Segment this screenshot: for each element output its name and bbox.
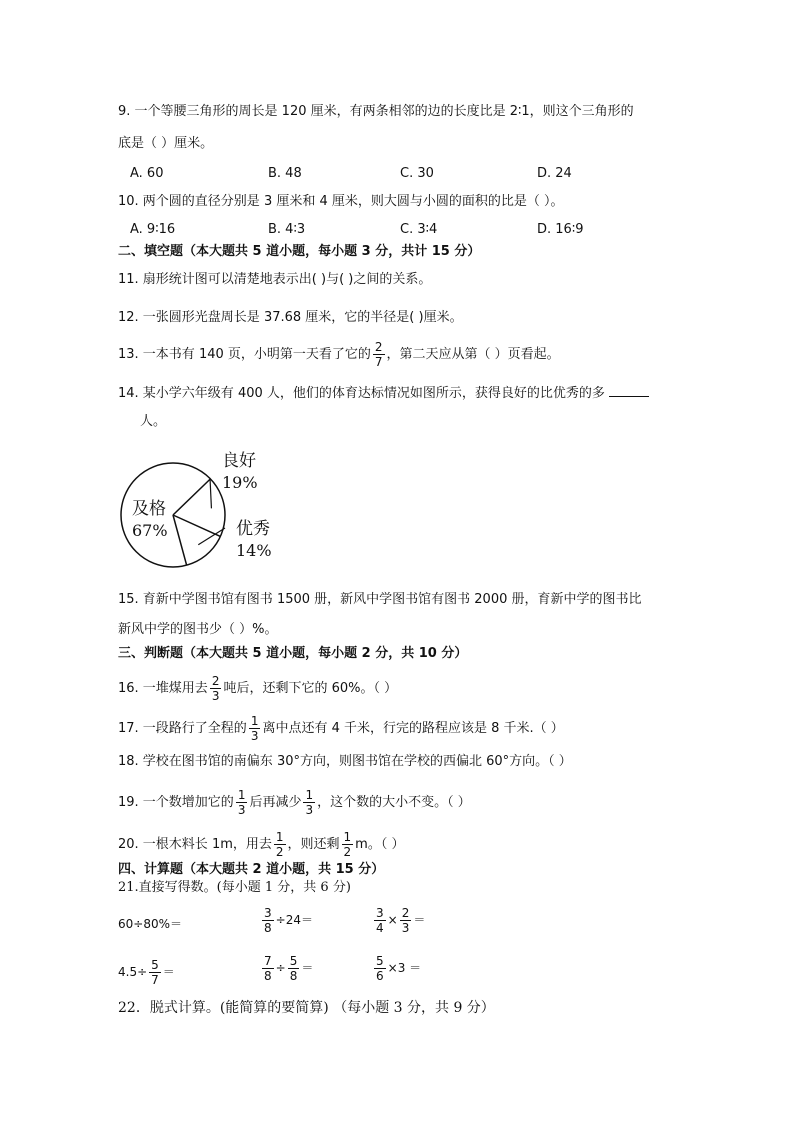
pie-value-label-3: 67% — [132, 521, 168, 540]
q10-line: 10. 两个圆的直径分别是 3 厘米和 4 厘米，则大圆与小圆的面积的比是（ ）。 — [118, 194, 564, 209]
pie-leader-1 — [210, 478, 211, 508]
q21-expr-4: 4.5÷ $\frac{5}{7}$ ＝ — [118, 958, 175, 987]
q9-line1: 9. 一个等腰三角形的周长是 120 厘米，有两条相邻的边的长度比是 2∶1，则这个三角形的 — [118, 104, 634, 119]
q10-option-b: B. 4∶3 — [268, 222, 306, 237]
section4-heading: 四、计算题（本大题共 2 道小题，共 15 分） — [118, 862, 385, 877]
q21-expr-2: $\frac{3}{8}$ ÷24＝ — [264, 906, 313, 935]
q21-expr-3: $\frac{3}{4}$ × $\frac{2}{3}$ ＝ — [376, 906, 426, 935]
q21-expr-6: $\frac{5}{6}$ ×3 ＝ — [376, 954, 422, 983]
q20-fraction-2: $\frac{1}{2}$ — [343, 830, 352, 859]
q9-option-a: A. 60 — [130, 166, 164, 181]
pie-value-label-2: 14% — [236, 541, 272, 560]
q19-fraction-2: $\frac{1}{3}$ — [305, 788, 314, 817]
pie-divider-2 — [173, 515, 220, 536]
q9-option-d: D. 24 — [537, 166, 572, 181]
q21-expr-5: $\frac{7}{8}$ ÷ $\frac{5}{8}$ ＝ — [264, 954, 314, 983]
q14-blank — [609, 384, 649, 397]
pie-value-label-1: 19% — [222, 473, 258, 492]
q11: 11. 扇形统计图可以清楚地表示出( )与( )之间的关系。 — [118, 272, 432, 287]
pie-label-1: 良好 — [222, 451, 256, 471]
q20-fraction-1: $\frac{1}{2}$ — [275, 830, 284, 859]
q13-fraction: $\frac{2}{7}$ — [374, 340, 383, 369]
pie-label-2: 优秀 — [236, 519, 270, 539]
q9-line2: 底是（ ）厘米。 — [118, 136, 214, 151]
q21-title: 21.直接写得数。(每小题 1 分，共 6 分) — [118, 880, 351, 895]
q15-line2: 新风中学的图书少（ ）%。 — [118, 622, 278, 637]
section3-heading: 三、判断题（本大题共 5 道小题，每小题 2 分，共 10 分） — [118, 646, 468, 661]
q21-expr-1: 60÷80%＝ — [118, 917, 182, 931]
q18: 18. 学校在图书馆的南偏东 30°方向，则图书馆在学校的西偏北 60°方向。（ ） — [118, 754, 572, 769]
q15-line1: 15. 育新中学图书馆有图书 1500 册，新风中学图书馆有图书 2000 册，育新中学的图书比 — [118, 592, 642, 607]
q17: 17. 一段路行了全程的 $\frac{1}{3}$ 离中点还有 4 千米，行完的路程应该是 8 千米.（ ） — [118, 714, 564, 743]
pie-chart — [110, 440, 310, 590]
q10-option-a: A. 9∶16 — [130, 222, 176, 237]
q16: 16. 一堆煤用去 $\frac{2}{3}$ 吨后，还剩下它的 60%。（ ） — [118, 674, 398, 703]
q10-option-d: D. 16∶9 — [537, 222, 584, 237]
q14-line1: 14. 某小学六年级有 400 人，他们的体育达标情况如图所示，获得良好的比优秀的多 — [118, 384, 649, 404]
q9-option-b: B. 48 — [268, 166, 302, 181]
pie-label-3: 及格 — [132, 499, 166, 519]
q19: 19. 一个数增加它的 $\frac{1}{3}$ 后再减少 $\frac{1}{3}$ ，这个数的大小不变。（ ） — [118, 788, 471, 817]
q13: 13. 一本书有 140 页，小明第一天看了它的 $\frac{2}{7}$ ，第二天应从第（ ）页看起。 — [118, 340, 560, 369]
q9-option-c: C. 30 — [400, 166, 434, 181]
q12: 12. 一张圆形光盘周长是 37.68 厘米，它的半径是( )厘米。 — [118, 310, 463, 325]
q20: 20. 一根木料长 1m，用去 $\frac{1}{2}$ ，则还剩 $\frac{1}{2}$ m。（ ） — [118, 830, 405, 859]
q17-fraction: $\frac{1}{3}$ — [250, 714, 259, 743]
pie-divider-1 — [173, 479, 210, 515]
q22: 22．脱式计算。(能简算的要简算) （每小题 3 分，共 9 分） — [118, 1000, 495, 1016]
q16-fraction: $\frac{2}{3}$ — [211, 674, 220, 703]
q14-line2: 人。 — [140, 414, 167, 429]
q19-fraction-1: $\frac{1}{3}$ — [237, 788, 246, 817]
pie-divider-3 — [173, 515, 187, 565]
q10-option-c: C. 3∶4 — [400, 222, 438, 237]
section2-heading: 二、填空题（本大题共 5 道小题，每小题 3 分，共计 15 分） — [118, 244, 481, 259]
